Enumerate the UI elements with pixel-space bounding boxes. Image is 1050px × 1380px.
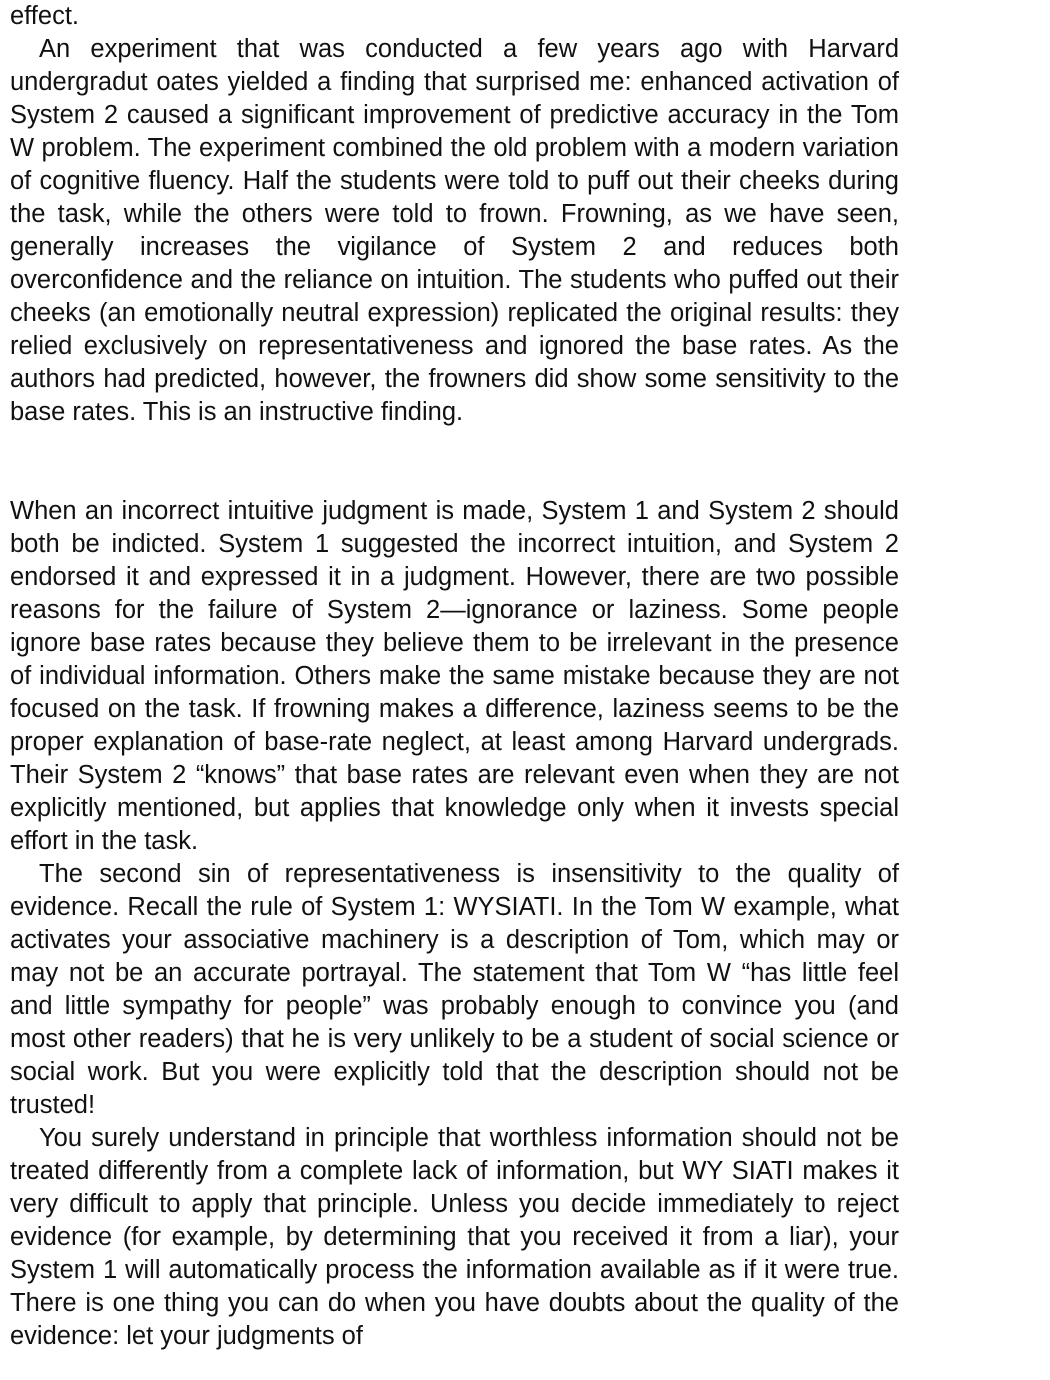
paragraph-incorrect-judgment: When an incorrect intuitive judgment is made, System 1 and System 2 should both be indicted. System 1 suggested the incorrect intuition, and System 2 endorsed it and expressed it in a judgment. However, there are two possible reasons for the failure of System 2—ignorance or laziness. Some people ignore base rates because they believe them to be irrelevant in the presence of individual information. Others make the same mistake because they are not focused on the task. If frowning makes a difference, laziness seems to be the proper explanation of base-rate neglect, at least among Harvard undergrads. Their System 2 “knows” that base rates are relevant even when they are not explicitly mentioned, but applies that knowledge only when it invests special effort in the task. [10, 497, 899, 855]
paragraph-worthless-information: You surely understand in principle that worthless information should not be treated differently from a complete lack of information, but WY SIATI makes it very difficult to apply that principle. Unless you decide immediately to reject evidence (for example, by determining that you received it from a liar), your System 1 will automatically process the information available as if it were true. There is one thing you can do when you have doubts about the quality of the evidence: let your judgments of [10, 1124, 899, 1350]
paragraph-fragment: effect. [10, 2, 79, 30]
section-break [10, 429, 899, 495]
document-page [10, 0, 899, 1353]
paragraph-second-sin: The second sin of representativeness is insensitivity to the quality of evidence. Recall the rule of System 1: WYSIATI. In the Tom W example, what activates your associative machinery is a description of Tom, which may or may not be an accurate portrayal. The statement that Tom W “has little feel and little sympathy for people” was probably enough to convince you (and most other readers) that he is very unlikely to be a student of social science or social work. But you were explicitly told that the description should not be trusted! [10, 860, 899, 1119]
paragraph-harvard-experiment: An experiment that was conducted a few years ago with Harvard undergradut oates yielded a finding that surprised me: enhanced activation of System 2 caused a significant improvement of predictive accuracy in the Tom W problem. The experiment combined the old problem with a modern variation of cognitive fluency. Half the students were told to puff out their cheeks during the task, while the others were told to frown. Frowning, as we have seen, generally increases the vigilance of System 2 and reduces both overconfidence and the reliance on intuition. The students who puffed out their cheeks (an emotionally neutral expression) replicated the original results: they relied exclusively on representativeness and ignored the base rates. As the authors had predicted, however, the frowners did show some sensitivity to the base rates. This is an instructive finding. [10, 35, 899, 426]
